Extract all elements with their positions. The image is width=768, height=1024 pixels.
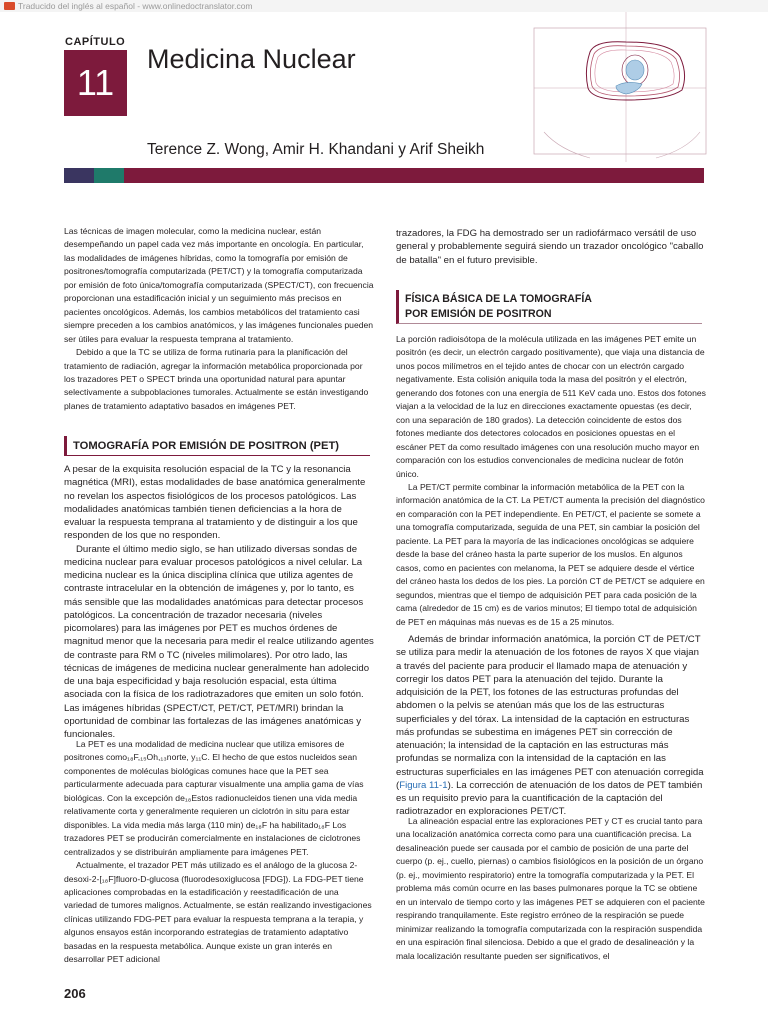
translator-banner-text[interactable]: Traducido del inglés al español - www.onlinedoctranslator.com: [18, 1, 253, 11]
pet-paragraph-1: A pesar de la exquisita resolución espacial de la TC y la resonancia magnética (MRI), estas modalidades de base anatómica generalmente no revelan los aspectos fisiológicos de los procesos patológicos. Las modalidades anatómicas también tienen deficiencias a la hora de evaluar la respuesta temprana al tratamiento y de distinguir a los que responden de los que no responden.: [64, 464, 366, 542]
figure-11-1-link[interactable]: Figura 11-1: [399, 779, 448, 791]
header-band-navy: [64, 168, 94, 183]
section-heading-physics: [396, 290, 702, 324]
chapter-label: CAPÍTULO: [65, 36, 126, 48]
section-heading-pet: TOMOGRAFÍA POR EMISIÓN DE POSITRON (PET): [64, 436, 370, 456]
chapter-title: Medicina Nuclear: [147, 44, 356, 74]
page-number: 206: [64, 986, 86, 1001]
physics-section-text-block-3: [396, 815, 706, 963]
physics-paragraph-3-end: ). La corrección de atenuación de los datos de PET también es un requisito previo para la cuantificación de la captación del radiotrazador en exploraciones PET/CT.: [396, 779, 703, 818]
pet-paragraph-4: Actualmente, el trazador PET más utilizado es el análogo de la glucosa 2-desoxi-2-[₁₈F]fluoro-D-glucosa (fluorodesoxiglucosa [FDG]). La FDG-PET tiene aplicaciones comprobadas en la estadificación y reestadificación de una variedad de tumores malignos. Actualmente, se están realizando investigaciones clínicas utilizando FDG-PET para evaluar la respuesta temprana a la terapia, y algunos ensayos están incorporando estrategias de tratamiento adaptativo basadas en la respuesta metabólica. Aunque existe un gran interés en desarrollar PET adicional: [64, 860, 372, 965]
intro-paragraph-2: Debido a que la TC se utiliza de forma rutinaria para la planificación del tratamiento de radiación, agregar la información metabólica proporcionada por los trazadores PET o SPECT brinda una oportunidad natural para apuntar selectivamente a subpoblaciones tumorales. Actualmente se están investigando planes de tratamiento adaptativo basados en imágenes PET.: [64, 347, 369, 411]
physics-paragraph-2: La PET/CT permite combinar la información metabólica de la PET con la información anatómica de la CT. La PET/CT aumenta la precisión del diagnóstico en comparación con la PET independiente. En PET/CT, el paciente se somete a una tomografía computarizada, seguida de una PET, sin cambiar la posición del paciente. La PET para la mayoría de las indicaciones oncológicas se adquiere desde la base del cráneo hasta la parte superior de los muslos. En algunos casos, como en pacientes con melanoma, la PET se adquiere desde el vértice del cráneo hasta los dedos de los pies. La porción CT de PET/CT se adquiere en segundos, mientras que el tiempo de adquisición PET para cada posición de la cama (alrededor de 15 cm) es de varios minutos; El tiempo total de adquisición de PET en máquinas más nuevas es de 15 a 25 minutos.: [396, 481, 705, 627]
physics-paragraph-3-start: Además de brindar información anatómica, la porción CT de PET/CT se utiliza para medir la atenuación de los fotones de rayos X que viajan a través del paciente para producir el llamado mapa de atenuación y corregir los datos PET para la atenuación del tejido. Durante la adquisición de la PET, los fotones de las estructuras profundas del abdomen o la pelvis se atenúan más que los de las estructuras superficiales y del tórax. La intensidad de la captación en estructuras más profundas se subestima en imágenes PET sin corrección de atenuación; la intensidad de la captación en las estructuras más profundas se normaliza con la intensidad de la captación en las estructuras superficiales en las imágenes PET con atenuación corregida (: [396, 634, 704, 791]
physics-paragraph-4: La alineación espacial entre las exploraciones PET y CT es crucial tanto para una localización anatómica correcta como para una cuantificación precisa. La desalineación puede ser causada por el cambio de posición de una parte del cuerpo (p. ej., cuello, piernas) o cambios fisiológicos en la posición de un órgano (p. ej., movimiento respiratorio) entre la tomografía computarizada y la PET. El problema más común ocurre en las bases pulmonares porque la TC se obtiene en un intervalo de tiempo corto y las imágenes PET se adquieren con el paciente respirando tranquilamente. Este registro erróneo de la respiración se puede minimizar realizando la tomografía computarizada con la respiración suspendida en una espiración final silenciosa. Debido a que el grado de desalineación y la mala localización resultante pueden ser significativos, el: [396, 816, 705, 961]
chapter-number: 11: [76, 62, 115, 103]
intro-paragraph-1: Las técnicas de imagen molecular, como la medicina nuclear, están desempeñando un papel cada vez más importante en oncología. En particular, las modalidades de imágenes híbridas, como la tomografía por emisión de positrones/tomografía computarizada (PET/CT) y la tomografía computarizada por emisión de foto única/tomografía computarizada (SPECT/CT), con frecuencia proporcionan una estadificación inicial y un seguimiento más precisos en pacientes oncológicos. Además, los cambios metabólicos del tratamiento casi siempre preceden a los cambios anatómicos, y las imágenes funcionales pueden ser útiles para evaluar la respuesta temprana al tratamiento.: [64, 226, 374, 344]
physics-section-text-block-2: [396, 633, 706, 819]
continuation-paragraph: trazadores, la FDG ha demostrado ser un radiofármaco versátil de uso general y probablemente seguirá siendo un trazador oncológico "caballo de batalla" en el futuro previsible.: [396, 228, 704, 266]
pet-section-text-block: [64, 463, 374, 741]
physics-paragraph-1: La porción radioisótopa de la molécula utilizada en las imágenes PET emite un positrón (es decir, un electrón cargado positivamente), que viaja una distancia de unos pocos milímetros en el tejido antes de chocar con un electrón cargado negativamente. Esta colisión aniquila toda la masa del positrón y el electrón, generando dos fotones con una energía de 511 KeV cada uno. Estos dos fotones viajan a la velocidad de la luz en direcciones exactamente opuestas (es decir, con una separación de 180 grados). La detección coincidente de estos dos fotones mediante dos detectores colocados en posiciones opuestas en el escáner PET da como resultado imágenes con una resolución mucho mayor en comparación con los estudios convencionales de medicina nuclear de fotón único.: [396, 334, 706, 479]
header-band-maroon: [124, 168, 704, 183]
right-column-continuation: [396, 227, 706, 267]
pet-paragraph-3: La PET es una modalidad de medicina nuclear que utiliza emisores de positrones como₁₈F,₁₅Oh,₁₃norte, y₁₁C. El hecho de que estos nucleidos sean componentes de moléculas biológicas comunes hace que la PET sea particularmente adecuada para capturar visualmente una amplia gama de vías biológicas. Con la excepción de₁₈Estos radionucleidos tienen una vida media relativamente corta y generalmente requieren un ciclotrón in situ para estar disponibles. La vida media más larga (110 min) de₁₈F ha habilitado₁₈F Los trazadores PET se producirán comercialmente en instalaciones de ciclotrones centralizados y se distribuirán ampliamente para imágenes PET.: [64, 739, 364, 857]
intro-text-block: [64, 225, 374, 413]
chapter-authors: Terence Z. Wong, Amir H. Khandani y Arif Sheikh: [147, 141, 485, 158]
physics-heading-line-1: FÍSICA BÁSICA DE LA TOMOGRAFÍA: [405, 293, 592, 305]
pet-section-text-block-2: [64, 738, 374, 967]
ct-scan-outline-illustration: [530, 12, 710, 162]
physics-heading-line-2: POR EMISIÓN DE POSITRON: [405, 308, 552, 320]
header-band-teal: [94, 168, 124, 183]
physics-section-text-block: [396, 333, 706, 629]
translator-logo-icon: [4, 2, 15, 10]
physics-paragraph-3: [396, 633, 706, 819]
translator-banner[interactable]: [0, 0, 768, 12]
chapter-number-box: [64, 50, 127, 116]
pet-paragraph-2: Durante el último medio siglo, se han utilizado diversas sondas de medicina nuclear para evaluar procesos patológicos a nivel celular. La medicina nuclear es la única disciplina clínica que utiliza agentes de contraste intracelular en la obtención de imágenes y, por lo tanto, es más sensible que las modalidades anatómicas para detectar procesos patológicos. La concentración de trazador necesaria (niveles picomolares) para las imágenes por PET es muchos órdenes de magnitud menor que la necesaria para medir el realce utilizando agentes de contraste para RM o TC (niveles milimolares). Por otro lado, las técnicas de imágenes de medicina nuclear generalmente han adolecido de una baja especificidad y baja resolución espacial, esta última asociada con la física de los radiotrazadores que emiten un solo fotón. Las imágenes híbridas (SPECT/CT, PET/CT, PET/MRI) brindan la oportunidad de combinar las fortalezas de las imágenes anatómicas y funcionales.: [64, 543, 374, 740]
